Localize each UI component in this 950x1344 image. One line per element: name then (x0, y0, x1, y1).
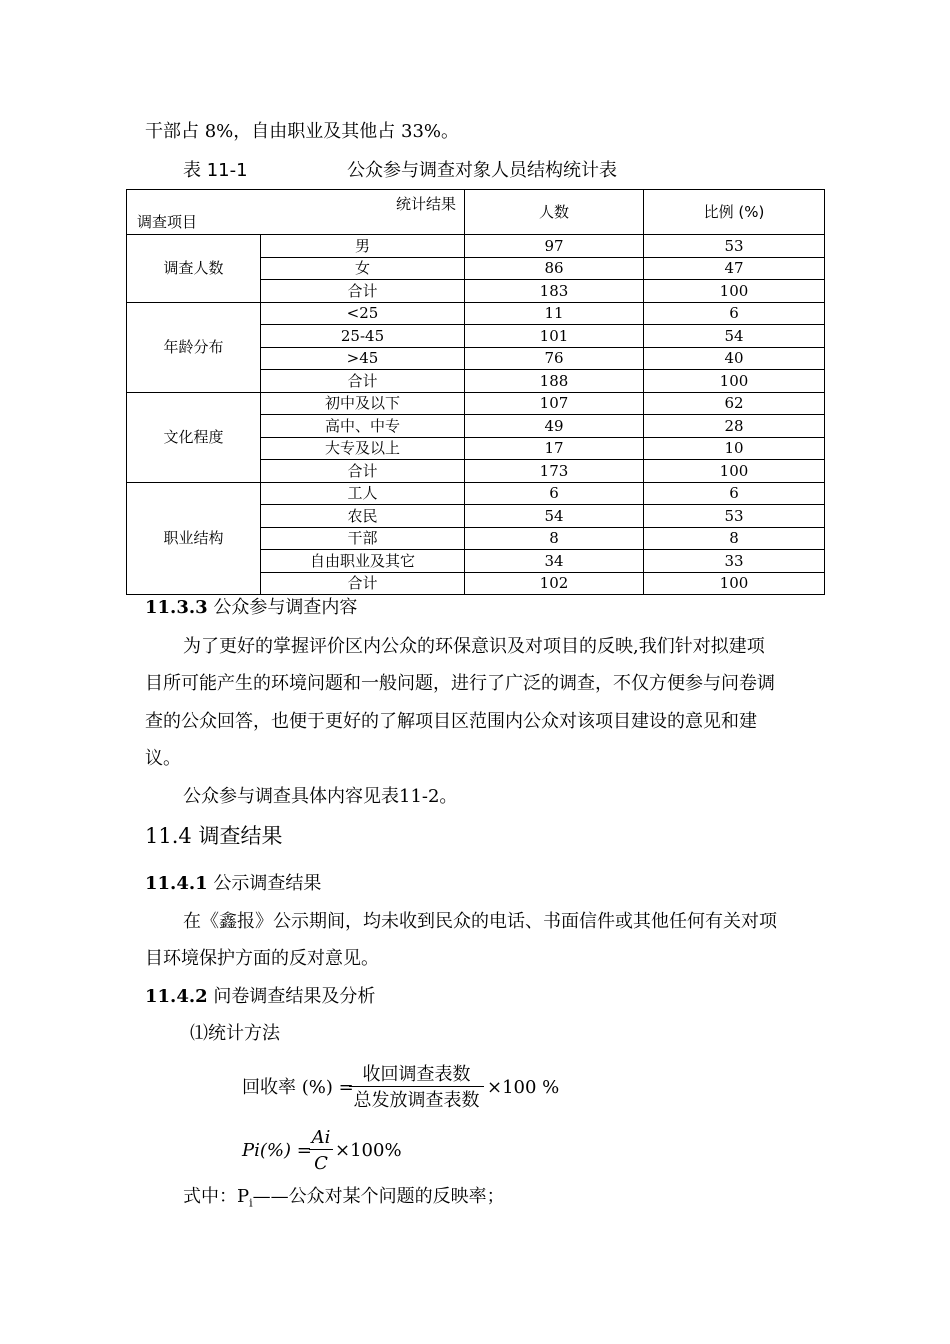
category-cell: <25 (261, 302, 465, 325)
group-name-cell: 年龄分布 (127, 302, 261, 392)
ratio-cell: 10 (644, 437, 825, 460)
table-row (127, 235, 825, 258)
count-cell: 173 (465, 460, 644, 483)
category-cell: 25-45 (261, 325, 465, 348)
formula2-numerator: Ai (311, 1127, 331, 1148)
category-cell: 合计 (261, 370, 465, 393)
count-cell: 34 (465, 550, 644, 573)
section-number: 11.4 (145, 824, 192, 848)
ratio-cell: 6 (644, 302, 825, 325)
group-name-cell: 调查人数 (127, 235, 261, 303)
formula2-fraction (309, 1127, 333, 1175)
ratio-cell: 53 (644, 505, 825, 528)
definition-line (183, 1186, 505, 1215)
section-number: 11.4.2 (145, 986, 208, 1007)
method-label: ⑴统计方法 (190, 1023, 280, 1044)
section-heading-11-4-1 (145, 873, 321, 895)
section-title: 调查结果 (198, 824, 283, 848)
category-cell: 合计 (261, 572, 465, 595)
count-cell: 107 (465, 392, 644, 415)
category-cell: 女 (261, 257, 465, 280)
count-cell: 49 (465, 415, 644, 438)
section-heading-11-3-3 (145, 597, 357, 619)
table-header-diagonal-cell (127, 190, 465, 235)
count-cell: 6 (465, 482, 644, 505)
ratio-cell: 100 (644, 280, 825, 303)
ratio-cell: 100 (644, 572, 825, 595)
category-cell: 自由职业及其它 (261, 550, 465, 573)
section-heading-11-4-2 (145, 986, 375, 1008)
formula1-numerator: 收回调查表数 (362, 1064, 471, 1085)
paragraph-line: 目环境保护方面的反对意见。 (145, 948, 379, 969)
ratio-cell: 54 (644, 325, 825, 348)
section-number: 11.3.3 (145, 597, 208, 618)
count-cell: 101 (465, 325, 644, 348)
header-stat-label: 统计结果 (395, 195, 456, 213)
category-cell: 男 (261, 235, 465, 258)
category-cell: 初中及以下 (261, 392, 465, 415)
category-cell: 干部 (261, 527, 465, 550)
formula1-rhs: ×100 % (487, 1077, 560, 1098)
table-number: 表 11-1 (183, 160, 248, 181)
count-cell: 54 (465, 505, 644, 528)
paragraph-line: 在《鑫报》公示期间，均未收到民众的电话、书面信件或其他任何有关对项 (183, 911, 777, 932)
header-item-label: 调查项目 (137, 213, 198, 231)
header-count: 人数 (465, 190, 644, 235)
ratio-cell: 8 (644, 527, 825, 550)
paragraph-table-ref: 公众参与调查具体内容见表11-2。 (183, 786, 458, 807)
ratio-cell: 47 (644, 257, 825, 280)
count-cell: 102 (465, 572, 644, 595)
category-cell: 工人 (261, 482, 465, 505)
ratio-cell: 33 (644, 550, 825, 573)
table-row (127, 482, 825, 505)
formula2-denominator: C (314, 1153, 328, 1174)
count-cell: 86 (465, 257, 644, 280)
formula1-lhs: 回收率 (%) = (242, 1077, 354, 1098)
ratio-cell: 62 (644, 392, 825, 415)
table-title: 公众参与调查对象人员结构统计表 (347, 160, 617, 181)
intro-line: 干部占 8%，自由职业及其他占 33%。 (145, 121, 460, 142)
count-cell: 17 (465, 437, 644, 460)
ratio-cell: 28 (644, 415, 825, 438)
table-row (127, 302, 825, 325)
count-cell: 11 (465, 302, 644, 325)
paragraph-line: 目所可能产生的环境问题和一般问题，进行了广泛的调查，不仅方便参与问卷调 (145, 673, 775, 694)
section-title: 公众参与调查内容 (213, 597, 358, 618)
count-cell: 183 (465, 280, 644, 303)
category-cell: 大专及以上 (261, 437, 465, 460)
section-title: 问卷调查结果及分析 (213, 986, 376, 1007)
section-heading-11-4 (145, 823, 282, 849)
group-name-cell: 职业结构 (127, 482, 261, 595)
formula2-lhs: Pi(%) = (242, 1140, 312, 1161)
category-cell: >45 (261, 347, 465, 370)
section-title: 公示调查结果 (213, 873, 322, 894)
category-cell: 合计 (261, 460, 465, 483)
paragraph-line: 为了更好的掌握评价区内公众的环保意识及对项目的反映,我们针对拟建项 (183, 636, 765, 657)
paragraph-line: 议。 (145, 748, 181, 769)
count-cell: 188 (465, 370, 644, 393)
population-structure-table (126, 189, 825, 595)
definition-prefix: 式中：P (183, 1186, 250, 1207)
ratio-cell: 6 (644, 482, 825, 505)
count-cell: 8 (465, 527, 644, 550)
formula1-denominator: 总发放调查表数 (353, 1090, 480, 1111)
category-cell: 高中、中专 (261, 415, 465, 438)
category-cell: 农民 (261, 505, 465, 528)
definition-text: ——公众对某个问题的反映率； (252, 1186, 505, 1207)
section-number: 11.4.1 (145, 873, 208, 894)
definition-subscript: i (249, 1196, 253, 1210)
group-name-cell: 文化程度 (127, 392, 261, 482)
header-ratio: 比例 (%) (644, 190, 825, 235)
category-cell: 合计 (261, 280, 465, 303)
table-row (127, 392, 825, 415)
ratio-cell: 53 (644, 235, 825, 258)
count-cell: 76 (465, 347, 644, 370)
formula1-fraction (349, 1064, 484, 1112)
ratio-cell: 40 (644, 347, 825, 370)
paragraph-line: 查的公众回答，也便于更好的了解项目区范围内公众对该项目建设的意见和建 (145, 711, 757, 732)
formula2-rhs: ×100% (335, 1140, 402, 1161)
count-cell: 97 (465, 235, 644, 258)
ratio-cell: 100 (644, 460, 825, 483)
ratio-cell: 100 (644, 370, 825, 393)
